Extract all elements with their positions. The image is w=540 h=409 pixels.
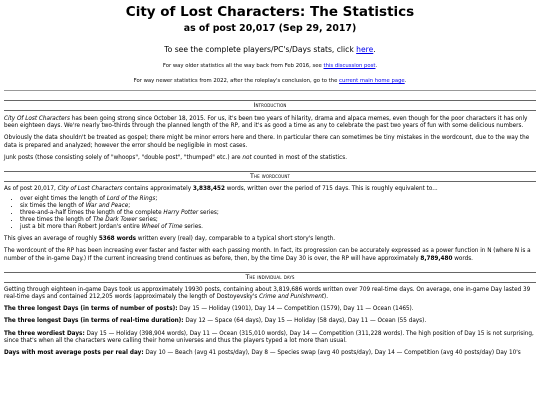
daily-words: 5368 words — [98, 236, 137, 243]
wc-p3-c: words. — [452, 255, 473, 262]
intro-paragraph-2: Obviously the data shouldn't be treated as gospel; there might be minor errors here and there. In particular there can sometimes be tiny mistakes in the wordcount, due to the way the data is prepared and analyzed; however the error should be negligible in most cases. — [4, 135, 530, 149]
longest-time-paragraph — [4, 318, 536, 325]
list-item — [20, 224, 536, 231]
section-heading-wordcount: The wordcount — [4, 171, 536, 182]
wordiest-label: The three wordiest Days: — [4, 330, 85, 337]
longest-posts-paragraph — [4, 306, 536, 313]
wc-p1-b: contains approximately — [122, 186, 193, 193]
list-item — [20, 203, 536, 210]
wordiest-paragraph — [4, 331, 536, 345]
discussion-post-link[interactable]: this discussion post — [323, 63, 376, 69]
list-item — [20, 196, 536, 203]
days-p1-a: Getting through eighteen in-game Days took us approximately 19930 posts, containing about 3,819,686 words written over 709 real-time days. On average, one in-game Day lasted 39 real-time days and contained 212,205 words (approximately the length of Dostoyevsky's — [4, 286, 531, 301]
stats-link-suffix: . — [373, 45, 376, 54]
wc-p1-italic: City of Lost Characters — [57, 186, 123, 193]
list-item — [20, 217, 536, 224]
newer-stats-note — [4, 77, 536, 85]
wc-p3-a: The wordcount of the RP has been increasing ever faster and faster with each passing month. In fact, its progression can be accurately expressed as a power function in N (where N is a number of the in-game Day.) If the current increasing trend continues as before, then, by the time Day 30 is over, the RP will have approximately — [4, 248, 531, 262]
days-p1-b: ). — [324, 294, 329, 301]
days-p1-italic: Crime and Punishment — [259, 294, 325, 301]
wordcount-paragraph-3 — [4, 248, 536, 262]
item-suffix: series; — [198, 210, 219, 217]
longest-time-label: The three longest Days (in terms of real-time duration): — [4, 318, 184, 325]
newer-note-prefix: For way newer statistics from 2022, after the roleplay's conclusion, go to the — [133, 78, 340, 84]
main-home-page-link[interactable]: current main home page — [339, 78, 405, 84]
projected-words: 8,789,480 — [420, 255, 453, 262]
stats-here-link[interactable]: here — [356, 45, 374, 54]
longest-time-text: Day 12 — Space (64 days), Day 15 — Holiday (58 days), Day 11 — Ocean (55 days). — [183, 318, 427, 325]
wordiest-text: Day 15 — Holiday (398,904 words), Day 11 — Ocean (315,010 words), Day 14 — Competition (311,228 words). The high position of Day 15 is not surprising, since that's when all the characters were calling their home universes and thus the players typed a lot more than usual. — [4, 330, 534, 344]
page-subtitle: as of post 20,017 (Sep 29, 2017) — [183, 23, 357, 34]
days-paragraph-1 — [4, 287, 536, 301]
stats-link-prefix: To see the complete players/PC's/Days stats, click — [164, 45, 357, 54]
page-title: City of Lost Characters: The Statistics — [125, 4, 415, 20]
item-text: six times the length of — [20, 203, 86, 210]
wc-p2-a: This gives an average of roughly — [4, 236, 99, 243]
item-suffix: ; — [128, 203, 131, 210]
average-posts-label: Days with most average posts per real day: — [4, 350, 144, 357]
older-note-prefix: For way older statistics all the way back from Feb 2016, see — [162, 63, 324, 69]
item-text: three-and-a-half times the length of the complete — [20, 210, 164, 217]
wc-p2-c: written every (real) day, comparable to a typical short story's length. — [136, 236, 336, 243]
item-text: three times the length of — [20, 217, 93, 224]
longest-posts-text: Day 15 — Holiday (1901), Day 14 — Competition (1579), Day 11 — Ocean (1465). — [177, 306, 414, 313]
older-stats-note — [4, 62, 536, 70]
item-suffix: series. — [182, 224, 203, 231]
total-words: 3,838,452 — [192, 186, 225, 193]
longest-posts-label: The three longest Days (in terms of number of posts): — [4, 306, 178, 313]
average-posts-text: Day 10 — Beach (avg 41 posts/day), Day 8 — Species swap (avg 40 posts/day), Day 14 — Competition (avg 40 posts/day) Day 10's — [143, 350, 521, 357]
item-title: Wheel of Time — [141, 224, 183, 231]
intro-p3-b: counted in most of the statistics. — [251, 154, 348, 161]
stats-link-line — [4, 44, 536, 55]
intro-paragraph-3 — [4, 155, 536, 162]
section-heading-individual-days: The individual days — [4, 272, 536, 283]
item-text: over eight times the length of — [20, 196, 107, 203]
item-title: Lord of the Rings — [106, 196, 156, 203]
item-title: War and Peace — [85, 203, 129, 210]
item-suffix: series; — [137, 217, 158, 224]
section-heading-introduction: Introduction — [4, 100, 536, 111]
item-suffix: ; — [155, 196, 158, 203]
divider — [4, 90, 536, 91]
list-item — [20, 210, 536, 217]
rp-title-italic: City Of Lost Characters — [4, 116, 70, 122]
newer-note-suffix: . — [404, 78, 407, 84]
intro-p3-a: Junk posts (those consisting solely of "whoops", "double post", "thumped" etc.) are — [4, 154, 243, 161]
comparison-list — [4, 196, 536, 231]
intro-p3-not: not — [242, 154, 252, 161]
average-posts-paragraph — [4, 350, 536, 357]
page — [0, 4, 540, 357]
item-title: The Dark Tower — [92, 217, 138, 224]
older-note-suffix: . — [375, 63, 378, 69]
wc-p1-a: As of post 20,017, — [4, 186, 58, 193]
wordcount-paragraph-1 — [4, 186, 536, 193]
item-text: just a bit more than Robert Jordan's entire — [20, 224, 142, 231]
wc-p1-c: words, written over the period of 715 days. This is roughly equivalent to... — [224, 186, 438, 193]
intro-paragraph-1 — [4, 116, 536, 130]
wordcount-paragraph-2 — [4, 236, 536, 243]
item-title: Harry Potter — [163, 210, 199, 217]
intro-p1-text: has been going strong since October 18, 2015. For us, it's been two years of hilarity, drama and alpaca memes, even though for the poor characters it has only been eighteen days. We're nearly two-thirds through the planned length of the RP, and it's as good a time as any to celebrate the past two years of fun with some delicious numbers. — [4, 116, 528, 130]
